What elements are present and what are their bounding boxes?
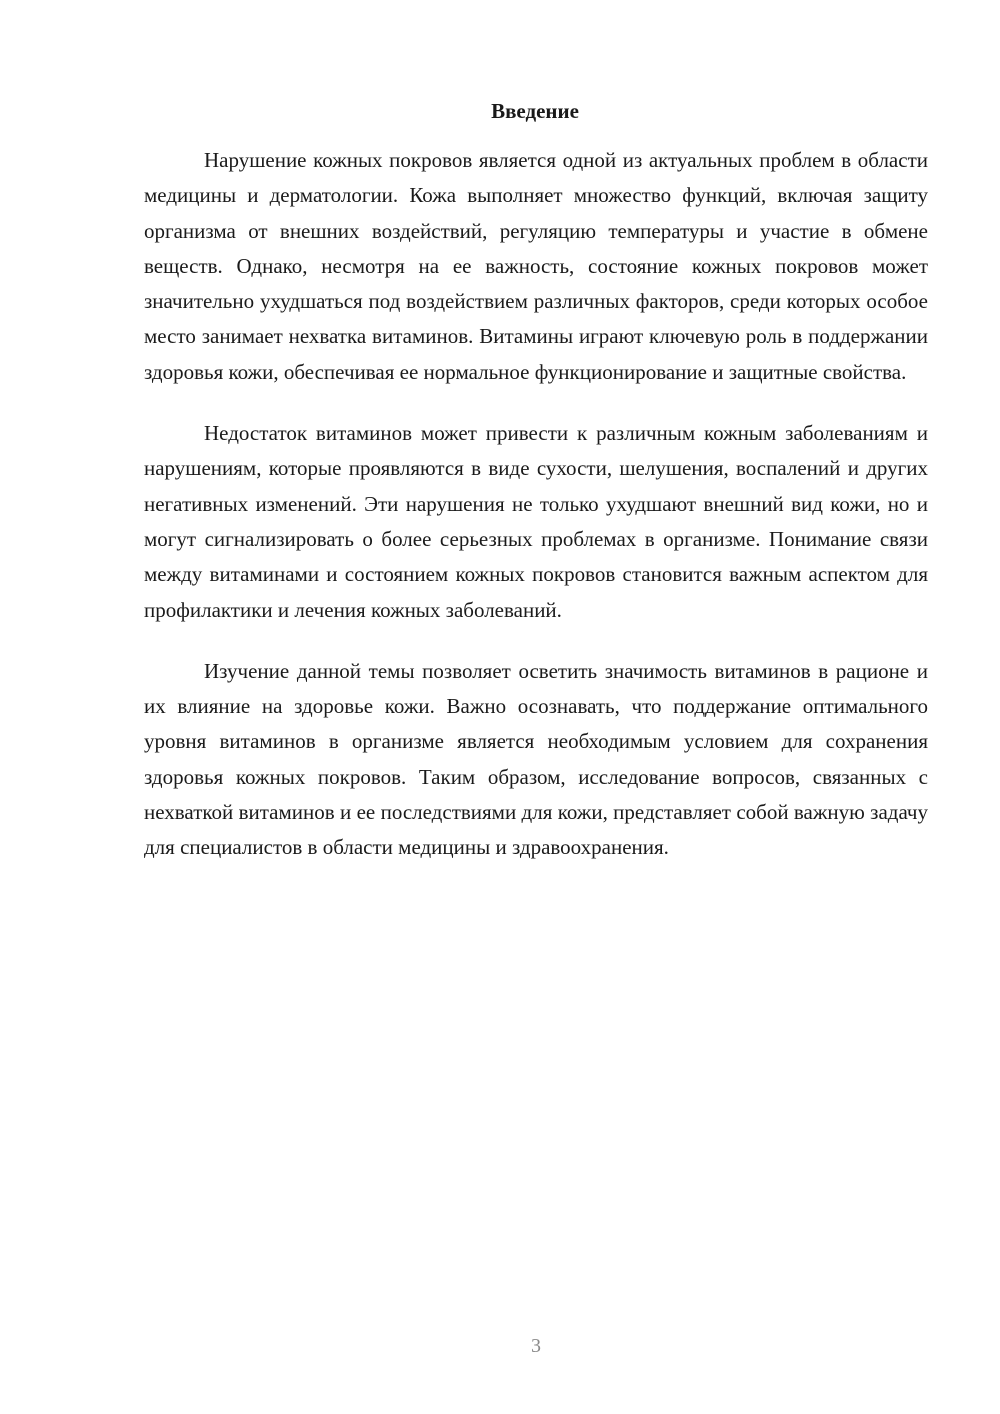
paragraph-3: Изучение данной темы позволяет осветить значимость витаминов в рационе и их влияние на здоровье кожи. Важно осознавать, что поддержание оптимального уровня витаминов в организме является необходимым условием для сохранения здоровья кожных покровов. Таким образом, исследование вопросов, связанных с нехваткой витаминов и ее последствиями для кожи, представляет собой важную задачу для специалистов в области медицины и здравоохранения. xyxy=(144,658,928,860)
paragraph-1: Нарушение кожных покровов является одной из актуальных проблем в области медицины и дерматологии. Кожа выполняет множество функций, включая защиту организма от внешних воздействий, регуляцию температуры и участие в обмене веществ. Однако, несмотря на ее важность, состояние кожных покровов может значительно ухудшаться под воздействием различных факторов, среди которых особое место занимает нехватка витаминов. Витамины играют ключевую роль в поддержании здоровья кожи, обеспечивая ее нормальное функционирование и защитные свойства. xyxy=(144,148,928,384)
page-number: 3 xyxy=(531,1335,541,1357)
section-title: Введение xyxy=(491,99,579,123)
paragraph-2: Недостаток витаминов может привести к различным кожным заболеваниям и нарушениям, которые проявляются в виде сухости, шелушения, воспалений и других негативных изменений. Эти нарушения не только ухудшают внешний вид кожи, но и могут сигнализировать о более серьезных проблемах в организме. Понимание связи между витаминами и состоянием кожных покровов становится важным аспектом для профилактики и лечения кожных заболеваний. xyxy=(144,421,928,622)
body-text xyxy=(144,143,928,892)
